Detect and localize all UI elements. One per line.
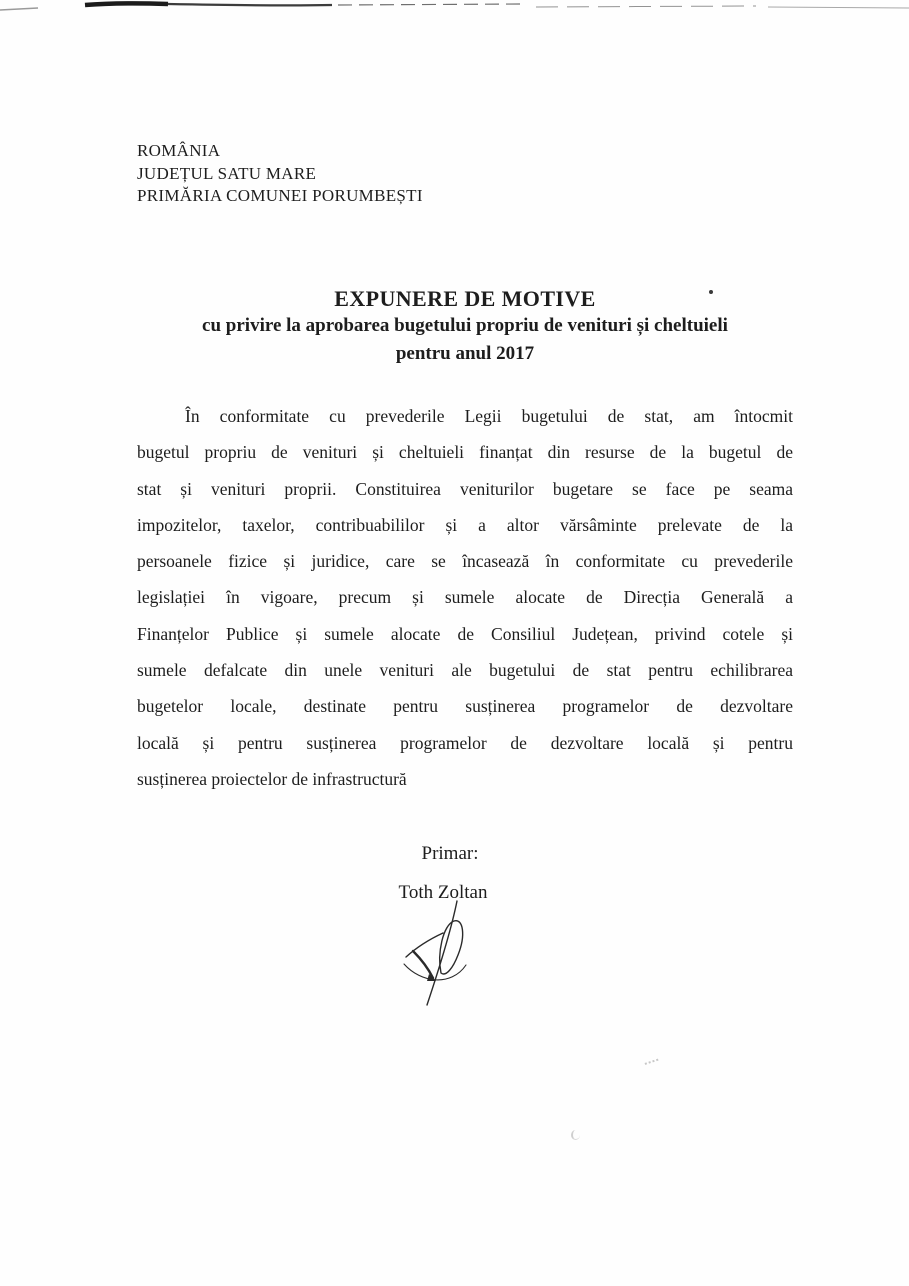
body-line: bugetelor locale, destinate pentru susținerea programelor de dezvoltare bbox=[137, 696, 793, 717]
document-subtitle-line2: pentru anul 2017 bbox=[395, 343, 535, 364]
body-line: persoanele fizice și juridice, care se încasează în conformitate cu prevederile bbox=[137, 551, 793, 572]
document-title: EXPUNERE DE MOTIVE bbox=[334, 286, 596, 311]
letterhead bbox=[137, 140, 423, 208]
title-block bbox=[137, 286, 793, 368]
handwritten-signature bbox=[383, 895, 508, 1015]
scan-speck bbox=[709, 290, 713, 294]
letterhead-county: JUDEȚUL SATU MARE bbox=[137, 163, 317, 183]
body-line: Finanțelor Publice și sumele alocate de Consiliul Județean, privind cotele și bbox=[137, 623, 793, 644]
letterhead-country: ROMÂNIA bbox=[137, 141, 221, 160]
body-line: stat și venituri proprii. Constituirea veniturilor bugetare se face pe seama bbox=[137, 478, 793, 499]
scan-artifact-top-edge bbox=[0, 0, 909, 16]
body-line: bugetul propriu de venituri și cheltuieli finanțat din resurse de la bugetul de bbox=[137, 442, 793, 463]
body-line: legislației în vigoare, precum și sumele alocate de Direcția Generală a bbox=[137, 587, 793, 608]
body-line: În conformitate cu prevederile Legii bugetului de stat, am întocmit bbox=[185, 406, 793, 426]
body-line: susținerea proiectelor de infrastructură bbox=[137, 768, 407, 789]
body-line: impozitelor, taxelor, contribuabililor și a altor vărsâminte prelevate de la bbox=[137, 514, 793, 535]
letterhead-institution: PRIMĂRIA COMUNEI PORUMBEȘTI bbox=[137, 186, 423, 205]
scan-speck bbox=[571, 1130, 580, 1140]
document-subtitle-line1: cu privire la aprobarea bugetului propriu de venituri și cheltuieli bbox=[202, 315, 728, 336]
body-paragraph bbox=[137, 406, 793, 805]
signature-signer-name: Toth Zoltan bbox=[398, 882, 488, 903]
scan-speck bbox=[641, 1049, 658, 1065]
body-line: sumele defalcate din unele venituri ale bugetului de stat pentru echilibrarea bbox=[137, 660, 793, 681]
body-line: locală și pentru susținerea programelor de dezvoltare locală și pentru bbox=[137, 732, 793, 753]
signature-role-label: Primar: bbox=[421, 843, 479, 864]
